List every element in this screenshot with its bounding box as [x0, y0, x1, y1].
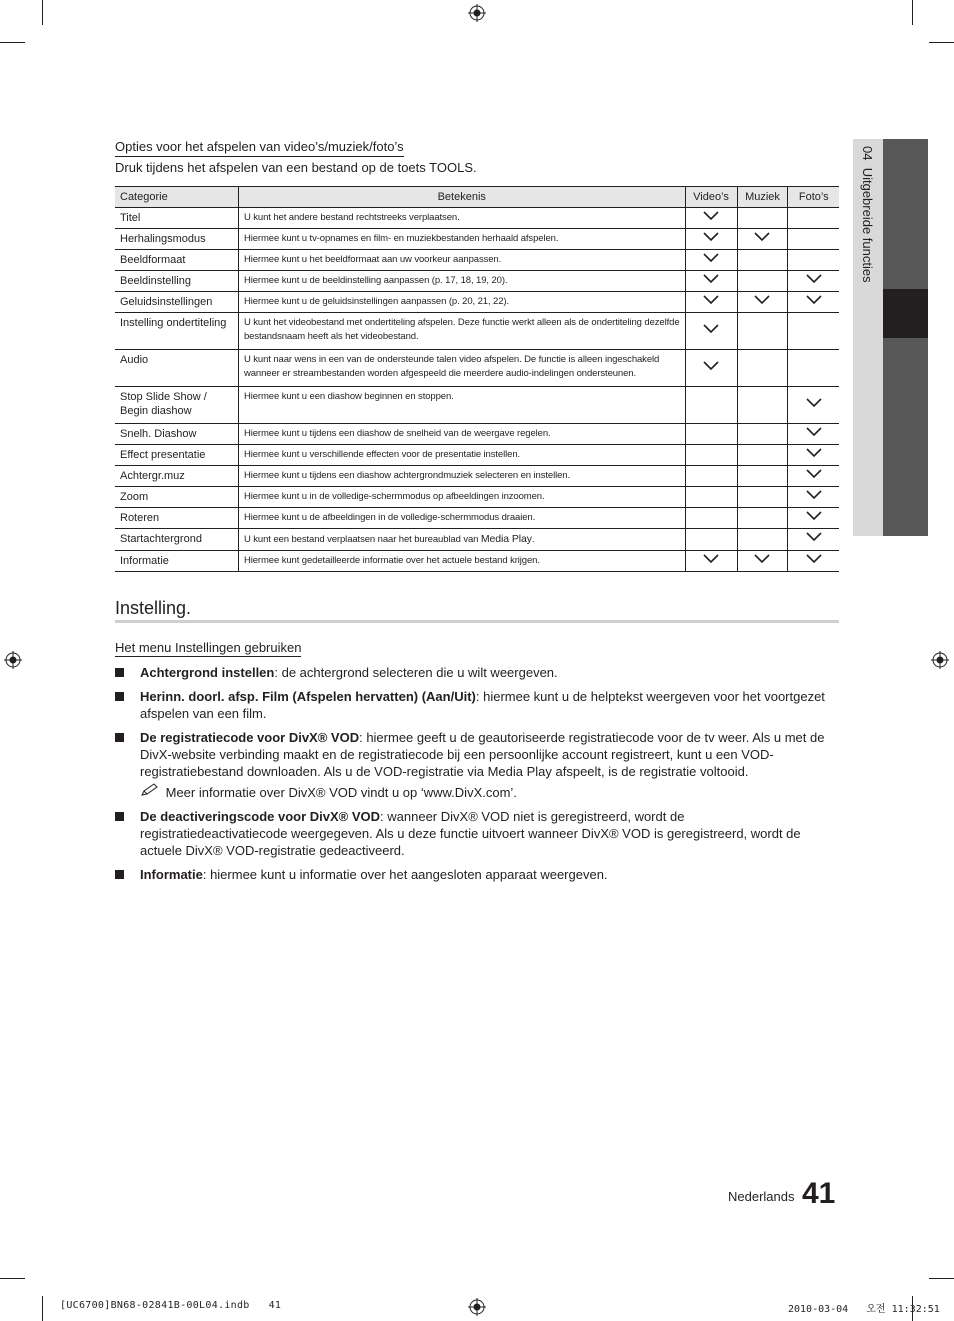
row-video-cell: [685, 208, 737, 229]
options-table: [115, 186, 839, 572]
bullet-square-icon: [115, 692, 124, 701]
row-category: Beeldformaat: [115, 250, 238, 271]
row-category: Informatie: [115, 551, 238, 572]
row-video-cell: [685, 350, 737, 387]
table-header-row: [115, 187, 839, 208]
row-category: Herhalingsmodus: [115, 229, 238, 250]
row-category: Snelh. Diashow: [115, 424, 238, 445]
table-body: [115, 208, 839, 572]
item-text: : hiermee kunt u informatie over het aangesloten apparaat weergeven.: [202, 867, 608, 882]
check-mark-icon: [703, 295, 719, 305]
row-meaning-text: Hiermee kunt u de beeldinstelling aanpassen (p. 17, 18, 19, 20).: [243, 275, 508, 286]
row-meaning: [238, 350, 685, 387]
row-video-cell: [685, 229, 737, 250]
chapter-tab-active-marker: [883, 289, 928, 338]
registration-mark-icon: [4, 651, 22, 669]
table-row: [115, 551, 839, 572]
row-photo-cell: [788, 424, 839, 445]
row-photo-cell: [788, 387, 839, 424]
row-music-cell: [737, 271, 788, 292]
bullet-square-icon: [115, 870, 124, 879]
header-photos: Foto’s: [788, 187, 839, 208]
row-video-cell: [685, 508, 737, 529]
description-suffix: .: [473, 160, 477, 175]
row-meaning-text: Hiermee kunt u tv-opnames en film- en muziekbestanden herhaald afspelen.: [243, 233, 559, 244]
check-mark-icon: [806, 469, 822, 479]
table-row: [115, 250, 839, 271]
row-video-cell: [685, 387, 737, 424]
row-music-cell: [737, 313, 788, 350]
row-meaning: [238, 250, 685, 271]
row-meaning-text: U kunt een bestand verplaatsen naar het bureaublad van: [243, 534, 481, 545]
row-video-cell: [685, 313, 737, 350]
row-meaning: [238, 229, 685, 250]
registration-mark-icon: [468, 4, 486, 22]
row-meaning: [238, 208, 685, 229]
row-meaning: [238, 487, 685, 508]
item-text: : de achtergrond selecteren die u wilt weergeven.: [274, 665, 558, 680]
check-mark-icon: [754, 232, 770, 242]
check-mark-icon: [806, 398, 822, 408]
header-videos: Video’s: [685, 187, 737, 208]
row-video-cell: [685, 487, 737, 508]
item-text: : hiermee geeft u de geautoriseerde registratiecode voor de tv weer. Als u met de DivX-website verbinding maakt en de registratiecode bij een persoonlijke account registreert, kunt u een VOD-registratiebestand downloaden. Als u de VOD-registratie via Media Play afspeelt, is de registratie voltooid.: [140, 730, 825, 779]
check-mark-icon: [703, 253, 719, 263]
table-row: [115, 529, 839, 551]
row-meaning-end: .: [531, 534, 535, 545]
row-category: Startachtergrond: [115, 529, 238, 551]
row-music-cell: [737, 350, 788, 387]
row-music-cell: [737, 387, 788, 424]
row-meaning-text: Hiermee kunt u het beeldformaat aan uw voorkeur aanpassen.: [243, 254, 502, 265]
list-item: [115, 729, 835, 780]
row-music-cell: [737, 445, 788, 466]
row-meaning-text: Hiermee kunt u tijdens een diashow de snelheid van de weergave regelen.: [243, 428, 551, 439]
page-number: 41: [802, 1177, 836, 1210]
row-photo-cell: [788, 271, 839, 292]
bullet-square-icon: [115, 668, 124, 677]
bullet-square-icon: [115, 733, 124, 742]
row-photo-cell: [788, 229, 839, 250]
row-meaning-text: U kunt het videobestand met ondertiteling afspelen. Deze functie werkt alleen als de ondertiteling dezelfde bestandsnaam heeft als het videobestand.: [243, 317, 680, 342]
row-meaning: [238, 313, 685, 350]
list-item: [115, 664, 835, 681]
row-photo-cell: [788, 466, 839, 487]
note-text: Meer informatie over DivX® VOD vindt u op ‘www.DivX.com’.: [165, 785, 517, 800]
row-meaning-emphasis: Media Play: [480, 533, 532, 545]
list-item: [115, 688, 835, 722]
crop-mark: [929, 1278, 954, 1279]
pencil-note-icon: [140, 783, 162, 797]
row-meaning: [238, 551, 685, 572]
row-meaning: [238, 271, 685, 292]
row-photo-cell: [788, 313, 839, 350]
table-row: [115, 292, 839, 313]
row-category: Effect presentatie: [115, 445, 238, 466]
print-file-info: [UC6700]BN68-02841B-00L04.indb 41: [60, 1300, 282, 1311]
page-language: Nederlands: [728, 1189, 795, 1204]
crop-mark: [42, 0, 43, 25]
row-video-cell: [685, 551, 737, 572]
row-meaning-text: Hiermee kunt u een diashow beginnen en stoppen.: [243, 391, 454, 402]
item-text: : hiermee kunt u de helptekst weergeven voor het voortgezet afspelen van een film.: [140, 689, 825, 721]
check-mark-icon: [754, 295, 770, 305]
item-term: Informatie: [140, 867, 203, 882]
chapter-tab-label: [860, 146, 875, 283]
table-row: [115, 445, 839, 466]
crop-mark: [0, 1278, 25, 1279]
row-music-cell: [737, 508, 788, 529]
table-row: [115, 313, 839, 350]
row-photo-cell: [788, 529, 839, 551]
row-meaning-text: Hiermee kunt u verschillende effecten voor de presentatie instellen.: [243, 449, 521, 460]
item-term: De deactiveringscode voor DivX® VOD: [140, 809, 381, 824]
row-photo-cell: [788, 445, 839, 466]
check-mark-icon: [703, 274, 719, 284]
check-mark-icon: [754, 554, 770, 564]
row-video-cell: [685, 292, 737, 313]
check-mark-icon: [806, 448, 822, 458]
table-row: [115, 350, 839, 387]
row-category: Instelling ondertiteling: [115, 313, 238, 350]
section-title: Opties voor het afspelen van video’s/muziek/foto’s: [115, 139, 404, 157]
row-video-cell: [685, 466, 737, 487]
row-meaning: [238, 529, 685, 551]
table-row: [115, 508, 839, 529]
table-row: [115, 466, 839, 487]
check-mark-icon: [703, 232, 719, 242]
row-music-cell: [737, 487, 788, 508]
row-meaning-text: Hiermee kunt u tijdens een diashow achtergrondmuziek selecteren en instellen.: [243, 470, 571, 481]
chapter-number: 04: [860, 146, 875, 161]
row-video-cell: [685, 250, 737, 271]
tools-key: TOOLS: [429, 160, 473, 175]
list-item: [115, 866, 835, 883]
row-category: Stop Slide Show / Begin diashow: [115, 387, 238, 424]
row-meaning-text: U kunt naar wens in een van de ondersteunde talen video afspelen. De functie is alleen ingeschakeld wanneer er streambestanden worden afgespeeld die meerdere audio-indelingen ondersteunen.: [243, 354, 660, 379]
note: [140, 783, 517, 800]
table-row: [115, 387, 839, 424]
crop-mark: [929, 42, 954, 43]
row-photo-cell: [788, 292, 839, 313]
row-meaning: [238, 292, 685, 313]
description-prefix: Druk tijdens het afspelen van een bestand op de toets: [115, 160, 430, 175]
check-mark-icon: [703, 211, 719, 221]
crop-mark: [912, 0, 913, 25]
row-photo-cell: [788, 208, 839, 229]
header-category: Categorie: [115, 187, 238, 208]
check-mark-icon: [806, 554, 822, 564]
row-meaning-text: Hiermee kunt gedetailleerde informatie over het actuele bestand krijgen.: [243, 555, 540, 566]
row-category: Geluidsinstellingen: [115, 292, 238, 313]
row-photo-cell: [788, 551, 839, 572]
header-meaning: Betekenis: [238, 187, 685, 208]
header-music: Muziek: [737, 187, 788, 208]
row-meaning: [238, 387, 685, 424]
item-term: Achtergrond instellen: [140, 665, 275, 680]
row-music-cell: [737, 529, 788, 551]
heading-rule: [115, 620, 839, 623]
instelling-heading: Instelling.: [115, 598, 192, 618]
bullet-square-icon: [115, 812, 124, 821]
crop-mark: [0, 42, 25, 43]
row-music-cell: [737, 229, 788, 250]
table-row: [115, 208, 839, 229]
row-category: Titel: [115, 208, 238, 229]
check-mark-icon: [806, 490, 822, 500]
row-meaning-text: Hiermee kunt u de geluidsinstellingen aanpassen (p. 20, 21, 22).: [243, 296, 510, 307]
print-date-info: 2010-03-04 오전 11:32:51: [788, 1304, 940, 1315]
row-photo-cell: [788, 350, 839, 387]
row-photo-cell: [788, 508, 839, 529]
crop-mark: [42, 1296, 43, 1321]
row-meaning-text: Hiermee kunt u in de volledige-schermmodus op afbeeldingen inzoomen.: [243, 491, 545, 502]
table-row: [115, 271, 839, 292]
check-mark-icon: [703, 324, 719, 334]
registration-mark-icon: [931, 651, 949, 669]
table-row: [115, 487, 839, 508]
registration-mark-icon: [468, 1298, 486, 1316]
row-photo-cell: [788, 250, 839, 271]
list-item: [115, 808, 835, 859]
chapter-title: Uitgebreide functies: [860, 167, 875, 283]
row-meaning: [238, 466, 685, 487]
check-mark-icon: [806, 427, 822, 437]
row-category: Zoom: [115, 487, 238, 508]
check-mark-icon: [703, 554, 719, 564]
row-music-cell: [737, 292, 788, 313]
row-music-cell: [737, 208, 788, 229]
row-meaning: [238, 508, 685, 529]
row-music-cell: [737, 466, 788, 487]
row-video-cell: [685, 445, 737, 466]
check-mark-icon: [806, 274, 822, 284]
check-mark-icon: [806, 295, 822, 305]
check-mark-icon: [703, 361, 719, 371]
row-music-cell: [737, 551, 788, 572]
section-description: [115, 160, 477, 175]
item-term: De registratiecode voor DivX® VOD: [140, 730, 360, 745]
row-meaning-text: U kunt het andere bestand rechtstreeks verplaatsen.: [243, 212, 460, 223]
row-meaning-text: Hiermee kunt u de afbeeldingen in de volledige-schermmodus draaien.: [243, 512, 536, 523]
check-mark-icon: [806, 511, 822, 521]
instelling-subheading: Het menu Instellingen gebruiken: [115, 640, 302, 655]
row-meaning: [238, 424, 685, 445]
row-category: Roteren: [115, 508, 238, 529]
check-mark-icon: [806, 532, 822, 542]
row-video-cell: [685, 529, 737, 551]
row-photo-cell: [788, 487, 839, 508]
row-category: Achtergr.muz: [115, 466, 238, 487]
row-video-cell: [685, 271, 737, 292]
row-category: Audio: [115, 350, 238, 387]
item-text: : wanneer DivX® VOD niet is geregistreerd, wordt de registratiedeactivatiecode weergegeven. Als u deze functie uitvoert wanneer DivX® VOD is geregistreerd, wordt de actuele DivX® VOD-registratie gedeactiveerd.: [140, 809, 801, 858]
table-row: [115, 229, 839, 250]
row-category: Beeldinstelling: [115, 271, 238, 292]
row-music-cell: [737, 424, 788, 445]
row-music-cell: [737, 250, 788, 271]
row-meaning: [238, 445, 685, 466]
item-term: Herinn. doorl. afsp. Film (Afspelen hervatten) (Aan/Uit): [140, 689, 476, 704]
table-row: [115, 424, 839, 445]
row-video-cell: [685, 424, 737, 445]
